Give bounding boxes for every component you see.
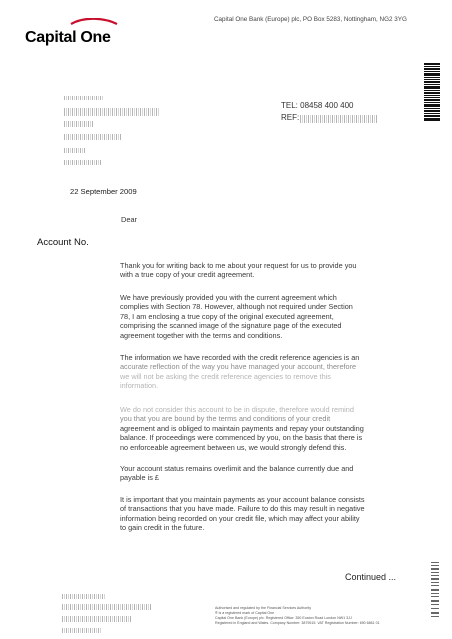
footer-line: Registered in England and Wales. Company Number: 3879515. VAT Registration Number: 690 6861 01 — [215, 621, 380, 625]
telephone-line: TEL: 08458 400 400 — [281, 101, 354, 110]
paragraph-line: we will not be asking the credit reference agencies to remove this — [120, 371, 331, 381]
paragraph-line: agreement together with the terms and conditions. — [120, 330, 283, 340]
paragraph-line: It is important that you maintain payments as your account balance consists — [120, 495, 365, 504]
paragraph-line: of transactions that you have made. Failure to do this may result in negative — [120, 504, 365, 514]
paragraph-line: Thank you for writing back to me about your request for us to provide you — [120, 261, 357, 270]
paragraph-4 — [120, 405, 398, 452]
logo-swoosh-icon — [25, 18, 120, 48]
paragraph-line: The information we have recorded with the credit reference agencies is an — [120, 353, 360, 362]
paragraph-line: Your account status remains overlimit and the balance currently due and — [120, 464, 354, 473]
footer-line: ® is a registered mark of Capital One — [215, 611, 275, 615]
redacted-address-line-2 — [64, 108, 159, 116]
paragraph-2 — [120, 293, 398, 340]
paragraph-line: with a true copy of your credit agreement. — [120, 270, 255, 280]
capital-one-logo — [25, 18, 120, 48]
footer-line: Capital One Bank (Europe) plc. Registered Office: 350 Euston Road London NW1 3JJ — [215, 616, 352, 620]
paragraph-line: no enforceable agreement between us, we would strongly defend this. — [120, 442, 347, 452]
paragraph-line: information being recorded on your credit file, which may affect your ability — [120, 513, 360, 523]
redacted-footer-line-4 — [62, 628, 102, 633]
redacted-footer-line-1 — [62, 594, 106, 599]
footer-line: Authorised and regulated by the Financial Services Authority — [215, 606, 312, 610]
paragraph-line: balance. If proceedings were commenced by you, on the basis that there is — [120, 433, 363, 443]
redacted-address-line-5 — [64, 148, 86, 153]
side-barcode-icon — [431, 562, 439, 618]
paragraph-line: accurate reflection of the way you have managed your account, therefore — [120, 362, 357, 372]
paragraph-line: comprising the scanned image of the signature page of the executed — [120, 321, 342, 331]
paragraph-line: information. — [120, 381, 159, 391]
paragraph-line: We do not consider this account to be in dispute, therefore would remind — [120, 405, 354, 414]
redacted-address-line-4 — [64, 134, 122, 140]
legal-footer — [215, 606, 380, 626]
paragraph-line: you that you are bound by the terms and conditions of your credit — [120, 414, 331, 424]
reference-label: REF: — [281, 113, 300, 122]
redacted-footer-line-3 — [62, 616, 132, 622]
letter-date: 22 September 2009 — [70, 187, 137, 196]
paragraph-3 — [120, 353, 398, 391]
redacted-footer-line-2 — [62, 604, 152, 610]
return-address: Capital One Bank (Europe) plc, PO Box 5283, Nottingham, NG2 3YG — [214, 16, 407, 23]
paragraph-line: We have previously provided you with the current agreement which — [120, 293, 337, 302]
redacted-address-line-1 — [64, 96, 104, 100]
barcode-icon — [424, 63, 440, 121]
paragraph-line: complies with Section 78. However, although not required under Section — [120, 302, 353, 312]
redacted-address-line-3 — [64, 121, 94, 127]
redacted-reference — [300, 115, 378, 123]
paragraph-5 — [120, 464, 398, 483]
paragraph-line: payable is £ — [120, 473, 159, 483]
paragraph-6 — [120, 495, 398, 533]
paragraph-1 — [120, 261, 398, 280]
continued-label: Continued ... — [345, 572, 397, 582]
paragraph-line: agreement and is obliged to maintain payments and repay your outstanding — [120, 423, 364, 433]
paragraph-line: 78, I am enclosing a true copy of the original executed agreement, — [120, 311, 334, 321]
salutation: Dear — [121, 215, 138, 224]
paragraph-line: to gain credit in the future. — [120, 523, 205, 533]
redacted-address-line-6 — [64, 160, 102, 165]
account-number-label: Account No. — [37, 237, 89, 248]
logo-text: Capital One — [25, 29, 111, 46]
